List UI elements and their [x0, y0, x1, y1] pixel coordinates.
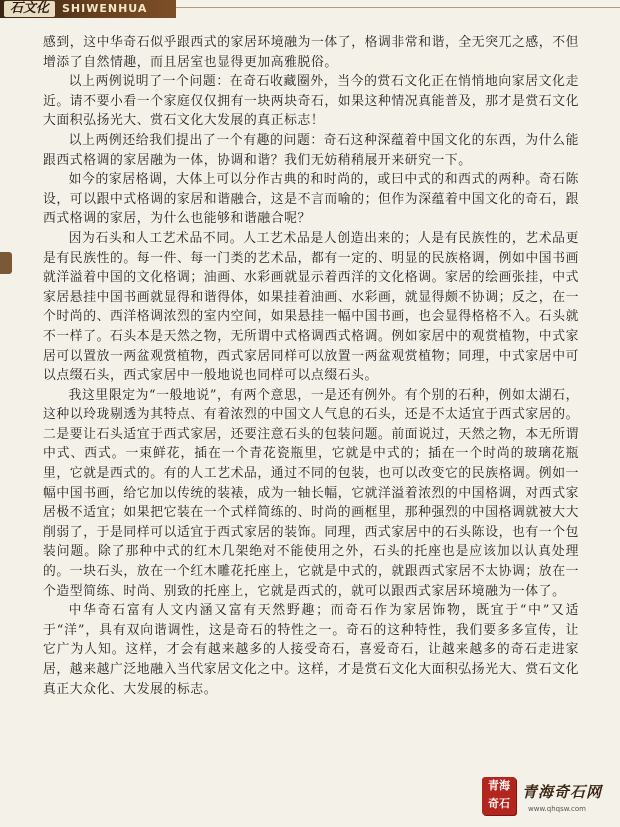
paragraph: 中华奇石富有人文内涵又富有天然野趣；而奇石作为家居饰物，既宜于“中”又适于“洋”，具有双向谐调性，这是奇石的特性之一。奇石的这种特性，我们要多多宣传，让它广为人知。这样，才会有越来越多的人接受奇石，喜爱奇石，让越来越多的奇石走进家居，越来越广泛地融入当代家居文化之中。这样，才是赏石文化大面积弘扬光大、赏石文化真正大众化、大发展的标志。: [43, 603, 579, 697]
article-body: [43, 33, 579, 699]
seal-line: 青海: [488, 779, 510, 792]
paragraph: 以上两例还给我们提出了一个有趣的问题：奇石这种深蕴着中国文化的东西，为什么能跟西式格调的家居融为一体，协调和谐？我们无妨稍稍展开来研究一下。: [43, 132, 579, 168]
seal-line: 奇石: [488, 797, 510, 810]
logo-chinese-title: 石文化: [4, 1, 55, 17]
site-name: 青海奇石网: [522, 783, 603, 801]
logo-english-title: SHIWENHUA: [62, 2, 148, 15]
page-header: [0, 0, 620, 20]
page-edge-tab: [0, 252, 12, 274]
paragraph: 感到，这中华奇石似乎跟西式的家居环境融为一体了，格调非常和谐，全无突兀之感，不但增添了自然情趣，而且居室也显得更加高雅脱俗。: [43, 35, 579, 70]
site-watermark: [470, 767, 620, 827]
header-divider: [176, 7, 620, 8]
magazine-logo: [0, 0, 176, 18]
paragraph: 因为石头和人工艺术品不同。人工艺术品是人创造出来的；人是有民族性的，艺术品更是有民族性的。每一件、每一门类的艺术品，都有一定的、明显的民族格调，例如中国书画就洋溢着中国的文化格调；油画、水彩画就显示着西洋的文化格调。家居的绘画张挂，中式家居悬挂中国书画就显得和谐得体，如果挂着油画、水彩画，就显得颇不协调；反之，在一个时尚的、西洋格调浓烈的室内空间，如果悬挂一幅中国书画，也会显得格格不入。石头就不一样了。石头本是天然之物，无所谓中式格调西式格调。例如家居中的观赏植物，中式家居可以置放一两盆观赏植物，西式家居同样可以放置一两盆观赏植物；同理，中式家居中可以点缀石头，西式家居中一般地说也同样可以点缀石头。: [43, 230, 579, 384]
paragraph: 以上两例说明了一个问题：在奇石收藏圈外，当今的赏石文化正在悄悄地向家居文化走近。请不要小看一个家庭仅仅拥有一块两块奇石，如果这种情况真能普及，那才是赏石文化大面积弘扬光大、赏石文化大发展的真正标志！: [43, 74, 579, 129]
site-url: www.qhqsw.com: [528, 805, 586, 813]
paragraph: 我这里限定为“一般地说”，有两个意思，一是还有例外。有个别的石种，例如太湖石，这种以玲珑剔透为其特点、有着浓烈的中国文人气息的石头，还是不太适宜于西式家居的。二是要让石头适宜于西式家居，还要注意石头的包装问题。前面说过，天然之物，本无所谓中式、西式。一束鲜花，插在一个青花瓷瓶里，它就是中式的；插在一个时尚的玻璃花瓶里，它就是西式的。有的人工艺术品，通过不同的包装，也可以改变它的民族格调。例如一幅中国书画，给它加以传统的装裱，成为一轴长幅，它就洋溢着浓烈的中国格调，对西式家居极不适宜；如果把它装在一个式样简练的、时尚的画框里，那种强烈的中国格调就被大大削弱了，于是同样可以适宜于西式家居的装饰。同理，西式家居中的石头陈设，也有一个包装问题。除了那种中式的红木几架绝对不能使用之外，石头的托座也是应该加以认真处理的。一块石头，放在一个红木雕花托座上，它就是中式的，就跟西式家居不太协调；放在一个造型简练、时尚、别致的托座上，它就是西式的，就可以跟西式家居环境融为一体了。: [43, 387, 579, 599]
paragraph: 如今的家居格调，大体上可以分作古典的和时尚的，或曰中式的和西式的两种。奇石陈设，可以跟中式格调的家居和谐融合，这是不言而喻的；但作为深蕴着中国文化的奇石，跟西式格调的家居，为什么也能够和谐融合呢？: [43, 172, 579, 227]
seal-stamp: [482, 777, 516, 815]
